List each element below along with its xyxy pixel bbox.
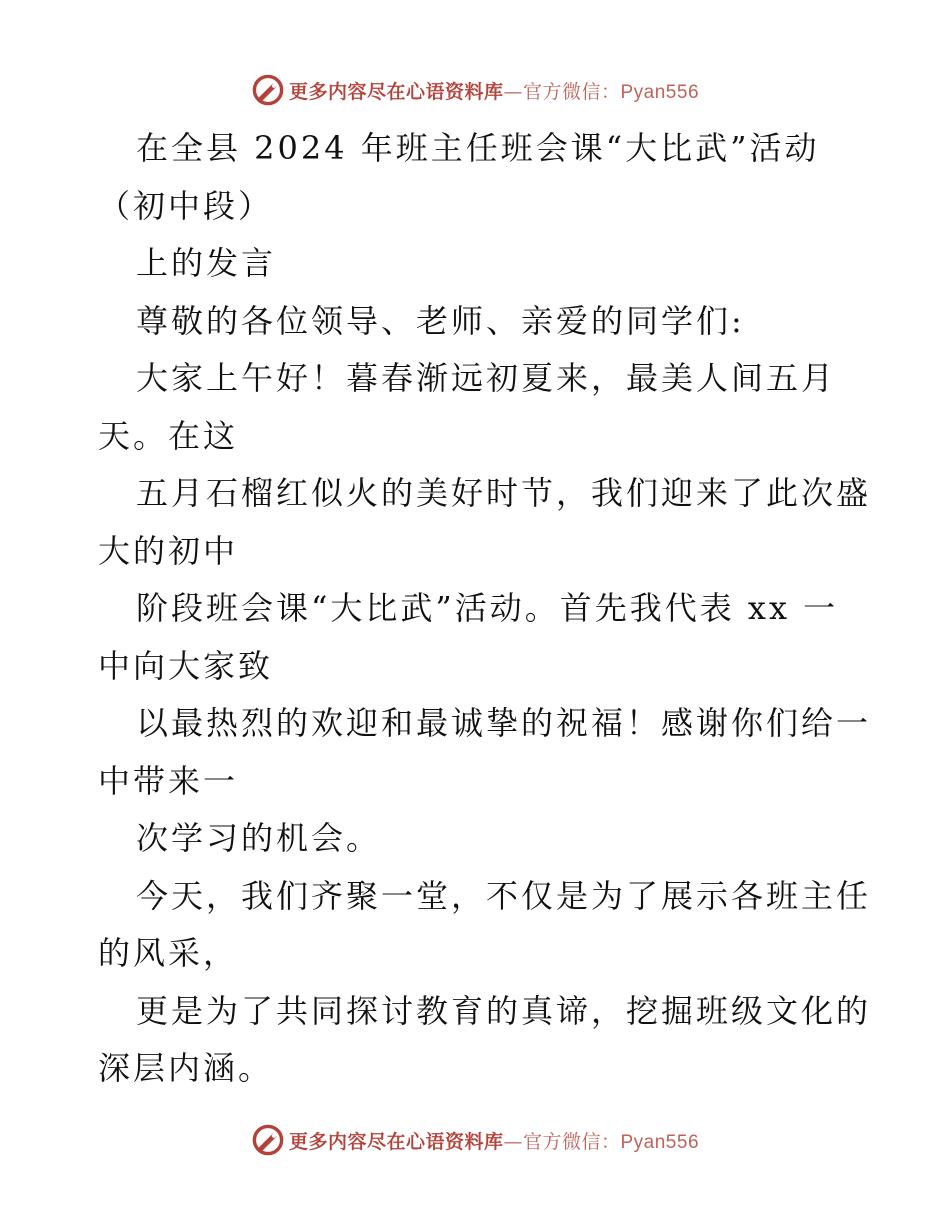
text-line: 阶段班会课“大比武”活动。首先我代表 xx 一 [136, 589, 839, 627]
pen-nib-logo-icon [251, 73, 285, 107]
text-line: （初中段） [98, 186, 274, 225]
document-body [98, 120, 872, 1098]
text-line: 在全县 2024 年班主任班会课“大比武”活动 [136, 129, 820, 167]
text-line: 的风采， [98, 934, 239, 972]
text-line: 中带来一 [98, 761, 239, 800]
text-line: 以最热烈的欢迎和最诚挚的祝福！感谢你们给一 [136, 704, 872, 742]
text-line: 尊敬的各位领导、老师、亲爱的同学们: [136, 301, 745, 340]
text-line: 深层内涵。 [98, 1049, 274, 1087]
text-line: 天。在这 [98, 416, 239, 455]
watermark-wechat-id: Pyan556 [620, 81, 700, 103]
text-line: 更是为了共同探讨教育的真谛，挖掘班级文化的 [136, 991, 872, 1030]
pen-nib-logo-icon [251, 1123, 285, 1157]
text-line: 中向大家致 [98, 646, 274, 685]
footer-watermark [0, 1120, 950, 1160]
watermark-wechat-id: Pyan556 [620, 1131, 700, 1153]
watermark-wechat-label: 官方微信： [522, 80, 621, 103]
watermark-separator: — [503, 1130, 523, 1153]
watermark-main-text: 更多内容尽在心语资料库 [288, 1130, 504, 1153]
watermark-main-text: 更多内容尽在心语资料库 [288, 80, 504, 103]
text-line: 次学习的机会。 [136, 819, 382, 857]
text-line: 上的发言 [136, 244, 277, 282]
text-line: 大家上午好！暮春渐远初夏来，最美人间五月 [136, 359, 837, 397]
header-watermark [0, 70, 950, 110]
text-line: 五月石榴红似火的美好时节，我们迎来了此次盛 [136, 474, 872, 512]
watermark-separator: — [503, 80, 523, 103]
text-line: 今天，我们齐聚一堂，不仅是为了展示各班主任 [136, 876, 872, 915]
text-line: 大的初中 [98, 531, 239, 570]
watermark-wechat-label: 官方微信： [522, 1130, 621, 1153]
